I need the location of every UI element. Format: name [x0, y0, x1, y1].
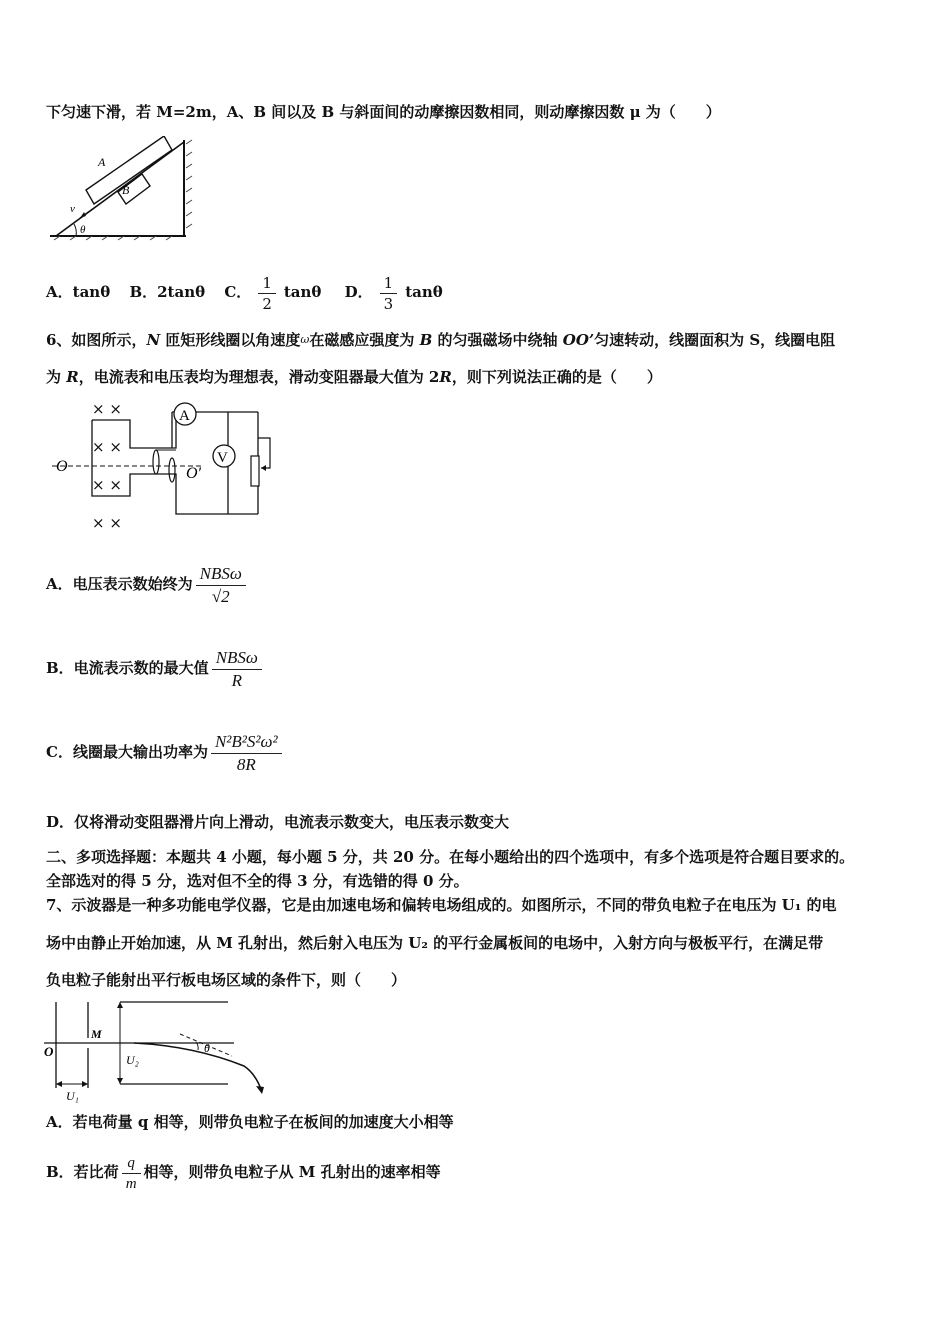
label-u1: U₁ — [66, 1089, 79, 1103]
q5-option-d[interactable]: D． $\frac{1}{3}$ tanθ — [344, 273, 443, 313]
axis-o-prime-label: O′ — [186, 465, 202, 482]
label-v: v — [70, 203, 75, 215]
q7-option-a[interactable]: A．若电荷量 q 相等，则带负电粒子在板间的加速度大小相等 — [46, 1113, 454, 1131]
q5-stem: 下匀速下滑，若 M=2m，A、B 间以及 B 与斜面间的动摩擦因数相同，则动摩擦因数 μ 为（ ） — [46, 103, 721, 121]
q5-option-a[interactable]: A．tanθ — [46, 283, 111, 301]
label-theta: θ — [80, 224, 86, 236]
section2-heading-line1: 二、多项选择题：本题共 4 小题，每小题 5 分，共 20 分。在每小题给出的四个选项中，有多个选项是符合题目要求的。 — [46, 848, 855, 866]
label-o: O — [44, 1044, 54, 1059]
q7-stem-line1: 7、示波器是一种多功能电学仪器，它是由加速电场和偏转电场组成的。如图所示，不同的带负电粒子在电压为 U₁ 的电 — [46, 896, 837, 914]
axis-o-label: O — [56, 458, 68, 475]
label-u2: U₂ — [126, 1053, 139, 1067]
section2-heading-line2: 全部选对的得 5 分，选对但不全的得 3 分，有选错的得 0 分。 — [46, 872, 469, 890]
q6-stem-line2: 为 R，电流表和电压表均为理想表，滑动变阻器最大值为 2R，则下列说法正确的是（ ） — [46, 368, 662, 386]
incline-figure — [46, 136, 196, 244]
label-a: A — [98, 155, 106, 169]
q7-option-b[interactable]: B．若比荷 $\frac{q}{m}$ 相等，则带负电粒子从 M 孔射出的速率相等 — [46, 1154, 441, 1192]
svg-text:× ×: × × — [92, 514, 122, 532]
svg-text:× ×: × × — [92, 476, 122, 494]
q7-stem-line2: 场中由静止开始加速，从 M 孔射出，然后射入电压为 U₂ 的平行金属板间的电场中，入射方向与极板平行，在满足带 — [46, 934, 824, 952]
q5-option-c[interactable]: C． $\frac{1}{2}$ tanθ — [224, 273, 322, 313]
q7-stem-line3: 负电粒子能射出平行板电场区域的条件下，则（ ） — [46, 971, 407, 989]
q6-option-c[interactable]: C．线圈最大输出功率为 $\frac{\text{N²B²S²ω²}}{8R}$ — [46, 728, 285, 776]
svg-text:× ×: × × — [92, 438, 122, 456]
q6-option-d[interactable]: D．仅将滑动变阻器滑片向上滑动，电流表示数变大，电压表示数变大 — [46, 813, 510, 831]
q5-option-b[interactable]: B．2tanθ — [129, 283, 206, 301]
generator-circuit-figure — [52, 396, 292, 532]
svg-text:× ×: × × — [92, 400, 122, 418]
q6-option-b[interactable]: B．电流表示数的最大值 $\frac{\text{NBSω}}{R}$ — [46, 644, 265, 692]
label-b: B — [122, 183, 130, 197]
oscilloscope-figure — [44, 998, 274, 1104]
label-theta: θ — [204, 1041, 210, 1055]
ammeter-label: A — [179, 408, 190, 424]
voltmeter-label: V — [217, 450, 228, 466]
label-m: M — [91, 1027, 102, 1041]
q5-options — [46, 272, 451, 320]
q6-option-a[interactable]: A．电压表示数始终为 $\frac{\text{NBSω}}{√2}$ — [46, 560, 249, 608]
q6-stem-line1: 6、如图所示，N 匝矩形线圈以角速度$^\omega$在磁感应强度为 B 的匀强磁场中绕轴 OO’匀速转动，线圈面积为 S，线圈电阻 — [46, 331, 836, 349]
